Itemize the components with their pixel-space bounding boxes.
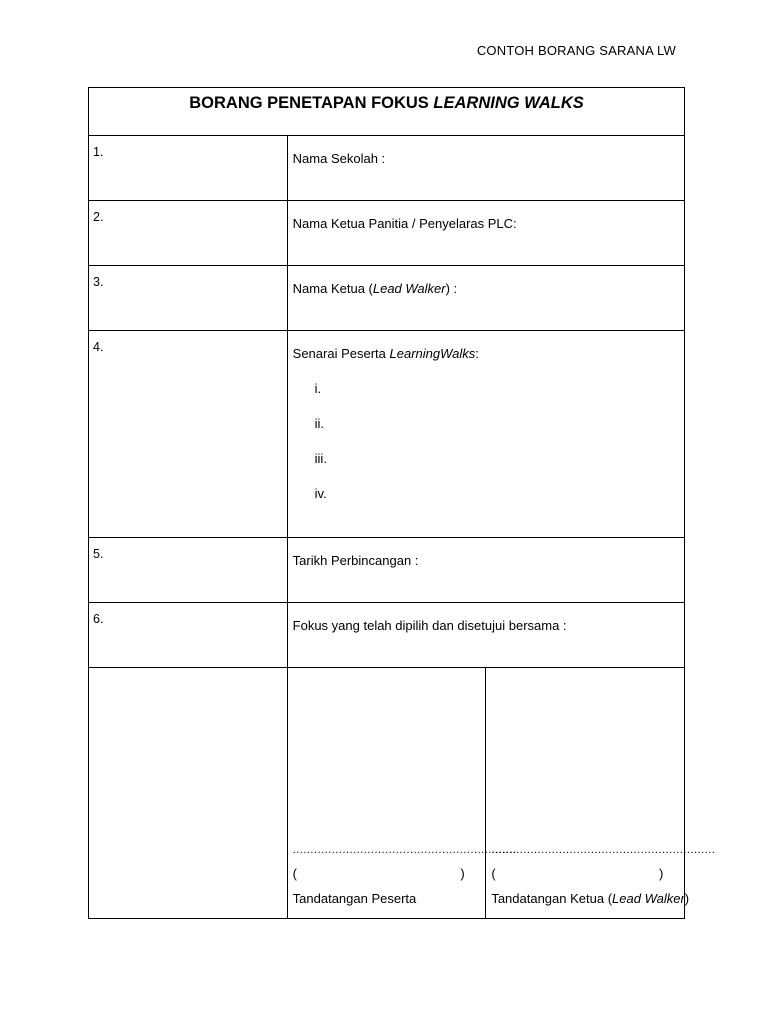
paren-open: ( — [491, 866, 496, 881]
participants-field[interactable] — [287, 331, 684, 538]
form-title — [89, 88, 685, 136]
participant-list — [315, 381, 684, 521]
participant-signature-box[interactable] — [287, 668, 517, 919]
row-number: 4. — [89, 331, 288, 538]
participant-item[interactable]: iv. — [314, 486, 327, 501]
lead-walker-signature-block — [491, 843, 715, 906]
discussion-date-field[interactable] — [287, 538, 684, 603]
name-parentheses — [491, 866, 663, 881]
sig-label-pre: Tandatangan Ketua ( — [491, 891, 613, 906]
lead-walker-field[interactable] — [287, 266, 684, 331]
form-title-italic: LEARNING WALKS — [433, 94, 584, 112]
field-label-post: : — [475, 346, 479, 361]
sig-label-post: ) — [684, 891, 690, 906]
form-title-main: BORANG PENETAPAN FOKUS — [189, 94, 434, 112]
field-label: Fokus yang telah dipilih dan disetujui bersama : — [292, 618, 567, 633]
field-label: Nama Sekolah : — [292, 151, 386, 166]
row-number: 5. — [89, 538, 288, 603]
form-row-participants — [89, 331, 685, 538]
field-label-italic: LearningWalks — [389, 346, 476, 361]
participant-signature-block — [293, 843, 517, 906]
chosen-focus-field[interactable] — [287, 603, 684, 668]
field-label-italic: Lead Walker — [372, 281, 446, 296]
signature-line: ............................................................... — [292, 844, 517, 856]
focus-form-table — [88, 87, 716, 919]
participant-item[interactable]: ii. — [314, 416, 325, 431]
name-parentheses — [293, 866, 465, 881]
row-number: 1. — [89, 136, 288, 201]
row-number: 3. — [89, 266, 288, 331]
form-row-lead-walker — [89, 266, 685, 331]
lead-walker-signature-box[interactable] — [486, 668, 716, 919]
form-row-date — [89, 538, 685, 603]
participant-item[interactable]: iii. — [314, 451, 327, 466]
signature-line: ............................................................... — [491, 844, 716, 856]
document-header-note: CONTOH BORANG SARANA LW — [476, 43, 676, 58]
paren-close: ) — [658, 866, 664, 881]
form-row-focus — [89, 603, 685, 668]
form-row-panel-head — [89, 201, 685, 266]
form-row-school — [89, 136, 685, 201]
field-label-pre: Senarai Peserta — [292, 346, 390, 361]
field-label-pre: Nama Ketua ( — [292, 281, 373, 296]
sig-label-italic: Lead Walker — [612, 891, 685, 906]
participant-item[interactable]: i. — [314, 381, 322, 396]
panel-head-field[interactable] — [287, 201, 684, 266]
field-label-post: ) : — [445, 281, 458, 296]
paren-open: ( — [292, 866, 297, 881]
row-number: 2. — [89, 201, 288, 266]
row-number: 6. — [89, 603, 288, 668]
empty-number-cell — [89, 668, 288, 919]
school-name-field[interactable] — [287, 136, 684, 201]
field-label: Tarikh Perbincangan : — [292, 553, 419, 568]
participant-signature-label: Tandatangan Peserta — [292, 891, 417, 906]
form-row-signatures — [89, 668, 685, 919]
lead-walker-signature-label — [491, 891, 715, 906]
paren-close: ) — [460, 866, 465, 881]
field-label: Nama Ketua Panitia / Penyelaras PLC: — [292, 216, 517, 231]
